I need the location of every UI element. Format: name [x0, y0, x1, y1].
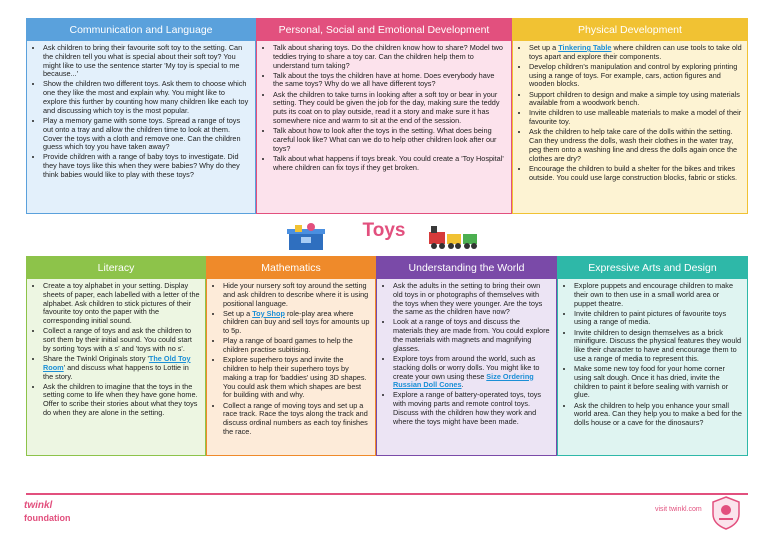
list-item: • Collect a range of toys and ask the children to sort them by their initial sound. You could start by sorting 'toys with a s' and 'toys with no s'. — [43, 327, 200, 353]
pse-panel — [256, 18, 512, 214]
list-item: • Ask children to bring their favourite soft toy to the setting. Can the children tell you what is special about their soft toy? You might like to use the sentence starter 'My toy is special to me because...' — [43, 44, 250, 79]
quality-badge-icon — [711, 496, 741, 530]
pse-list — [257, 41, 511, 172]
item-text: . — [461, 380, 464, 390]
toy-box-icon — [286, 222, 326, 252]
list-item: • Talk about how to look after the toys in the setting. What does being careful look like? What can we do to help other children look after our toys? — [273, 127, 506, 153]
communication-language-panel — [26, 18, 256, 214]
communication-language-heading: Communication and Language — [27, 19, 255, 41]
list-item: • Ask the children to help you enhance your small world area. Can they help you to make a bed for the dolls house or a cave for the dinosaurs? — [574, 402, 742, 428]
mathematics-heading: Mathematics — [207, 257, 375, 279]
list-item — [393, 355, 551, 390]
pse-heading: Personal, Social and Emotional Development — [257, 19, 511, 41]
list-item: • Ask the children to imagine that the toys in the setting come to life when they have gone home. Offer to scribe their stories about what they toys do when they are alone in the setting. — [43, 383, 200, 418]
old-toy-room-link[interactable]: The Old Toy Room — [43, 353, 191, 372]
list-item: • Invite children to design themselves as a brick minifigure. Discuss the physical features they would like their character to have and encourage them to use a range of media to represent this. — [574, 329, 742, 364]
list-item: • Talk about the toys the children have at home. Does everybody have the same toys? Why do we all have different toys? — [273, 72, 506, 90]
list-item — [43, 355, 200, 381]
list-item: • Hide your nursery soft toy around the setting and ask children to describe where it is using positional language. — [223, 282, 370, 308]
list-item: • Encourage the children to build a shelter for the bikes and trikes outside. You could use large construction blocks, fabric or sticks. — [529, 165, 742, 183]
item-text: Set up a — [223, 308, 253, 318]
list-item: • Collect a range of moving toys and set up a race track. Race the toys along the track and discuss ordinal numbers as each toy finishes the race. — [223, 402, 370, 437]
page-title: Toys — [362, 220, 406, 241]
logo-text-line1: twinkl — [24, 500, 53, 511]
list-item: • Make some new toy food for your home corner using salt dough. Once it has dried, invite the children to paint it before sealing with varnish or glue. — [574, 365, 742, 400]
toy-shop-link[interactable]: Toy Shop — [252, 308, 285, 318]
list-item: • Support children to design and make a simple toy using materials available from a woodwork bench. — [529, 91, 742, 109]
toy-train-icon — [427, 222, 481, 252]
item-text: role-play area where children can buy and sell toys for amounts up to 5p. — [223, 308, 370, 336]
item-text: Set up a — [529, 43, 559, 52]
list-item: • Ask the children to take turns in looking after a soft toy or bear in your setting. They could be given the job for the day, making sure the teddy puts its coat on to play outside, read it a story and make sure it has somewhere nice and warm to sit at the end of the session. — [273, 91, 506, 126]
list-item: • Explore superhero toys and invite the children to help their superhero toys by making a trap for 'baddies' using 3D shapes. You could ask them which shapes are best for building with and why. — [223, 356, 370, 400]
item-text: Explore toys from around the world, such as stacking dolls or worry dolls. You might like to create your own using these — [393, 353, 540, 381]
physical-development-list — [513, 41, 747, 182]
list-item: • Ask the children to help take care of the dolls within the setting. Can they undress the dolls, wash their clothes in the water tray, peg them onto a washing line and dress the dolls again once the clothes are dry? — [529, 128, 742, 163]
list-item: • Talk about what happens if toys break. You could create a 'Toy Hospital' where children can fix toys if they get broken. — [273, 155, 506, 173]
twinkl-logo — [24, 498, 70, 530]
list-item: • Invite children to paint pictures of favourite toys using a range of media. — [574, 310, 742, 328]
mathematics-list — [207, 279, 375, 437]
understanding-world-list — [377, 279, 556, 427]
list-item: • Explore a range of battery-operated toys, toys with moving parts and remote control toys. Discuss with the children how they work and where the toys might have been made. — [393, 391, 551, 426]
expressive-arts-panel — [557, 256, 748, 456]
list-item: • Play a range of board games to help the children practise subitising. — [223, 337, 370, 355]
logo-text-line2: foundation — [24, 513, 71, 523]
communication-language-list — [27, 41, 255, 180]
list-item: • Develop children's manipulation and control by exploring printing using a range of toys. For example, cars, action figures and wooden blocks. — [529, 63, 742, 89]
item-text: ' and discuss what happens to Lottie in the story. — [43, 362, 189, 381]
expressive-arts-heading: Expressive Arts and Design — [558, 257, 747, 279]
list-item: • Create a toy alphabet in your setting. Display sheets of paper, each labelled with a letter of the alphabet. Ask children to stick pictures of their favourite toy onto the paper with the corresponding initial sound. — [43, 282, 200, 326]
list-item: • Invite children to use malleable materials to make a model of their favourite toy. — [529, 109, 742, 127]
mathematics-panel — [206, 256, 376, 456]
literacy-heading: Literacy — [27, 257, 205, 279]
visit-link[interactable]: visit twinkl.com — [655, 506, 702, 513]
footer-divider — [26, 493, 748, 495]
list-item: • Show the children two different toys. Ask them to choose which one they like the most and explain why. You might like to explore this further by counting how many children like each toy and discussing which toy is the most popular. — [43, 80, 250, 115]
list-item: • Look at a range of toys and discuss the materials they are made from. You could explore the materials with magnets and magnifying glasses. — [393, 318, 551, 353]
list-item: • Play a memory game with some toys. Spread a range of toys out onto a tray and allow the children time to look at them. Cover the toys with a cloth and remove one. Can the children guess which toy you have taken away? — [43, 117, 250, 152]
item-text: Share the Twinkl Originals story ' — [43, 353, 149, 363]
list-item — [223, 310, 370, 336]
physical-development-heading: Physical Development — [513, 19, 747, 41]
list-item — [529, 44, 742, 62]
understanding-world-heading: Understanding the World — [377, 257, 556, 279]
expressive-arts-list — [558, 279, 747, 428]
list-item: • Talk about sharing toys. Do the children know how to share? Model two teddies trying to share a toy car. Can the children help them to understand turn taking? — [273, 44, 506, 70]
list-item: • Provide children with a range of baby toys to investigate. Did they have toys like this when they were babies? Why do they think babies would like to play with these toys? — [43, 153, 250, 179]
list-item: • Explore puppets and encourage children to make their own to then use in a small world area or puppet theatre. — [574, 282, 742, 308]
item-text: where children can use tools to take old toys apart and explore their components. — [529, 43, 742, 61]
list-item: • Ask the adults in the setting to bring their own old toys in or photographs of themselves with the toys when they were younger. Are the toys the same as the children have now? — [393, 282, 551, 317]
russian-doll-cones-link[interactable]: Size Ordering Russian Doll Cones — [393, 371, 534, 390]
literacy-list — [27, 279, 205, 418]
literacy-panel — [26, 256, 206, 456]
understanding-world-panel — [376, 256, 557, 456]
tinkering-table-link[interactable]: Tinkering Table — [558, 43, 612, 52]
physical-development-panel — [512, 18, 748, 214]
